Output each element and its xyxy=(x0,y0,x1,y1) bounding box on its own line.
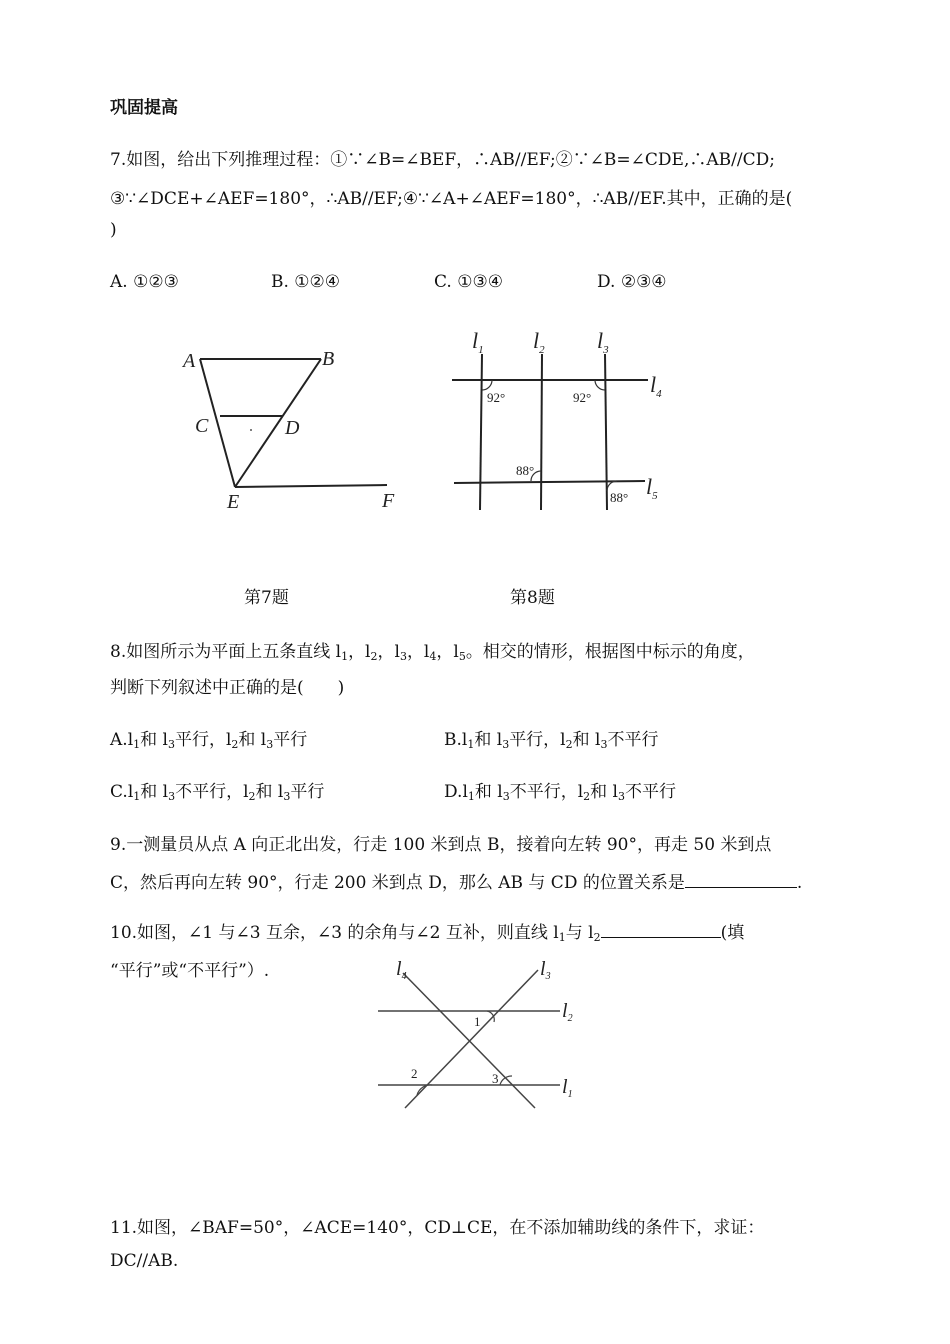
figure7-caption: 第7题 xyxy=(244,588,289,608)
q11-line2: DC//AB. xyxy=(110,1251,179,1271)
q8-option-c: $C.l_1$和 $l_3$不平行，$l_2$和 $l_3$平行 xyxy=(110,782,325,803)
q7-option-c: C. ①③④ xyxy=(434,272,503,292)
point-c-label: C xyxy=(195,415,209,437)
q9-answer-blank xyxy=(685,872,797,888)
point-b-label: B xyxy=(322,348,335,370)
angle-92-right: 92° xyxy=(573,390,592,405)
q8-line1: 8.如图所示为平面上五条直线 $l_1$，$l_2$，$l_3$，$l_4$，$l_5$。相交的情形，根据图中标示的角度， xyxy=(110,642,755,663)
point-a-label: A xyxy=(183,350,196,372)
figure8-caption: 第8题 xyxy=(510,588,555,608)
q9-line1: 9.一测量员从点 A 向正北出发，行走 100 米到点 B，接着向左转 90°，再走 50 米到点 xyxy=(110,835,772,855)
segment-ef xyxy=(235,485,387,487)
figure-8-diagram xyxy=(440,320,680,520)
l4-label: $l_4$ xyxy=(650,372,662,400)
figure10-l3-label: $l_3$ xyxy=(540,958,551,982)
point-e-label: E xyxy=(227,491,240,513)
q8-option-a: $A.l_1$和 $l_3$平行，$l_2$和 $l_3$平行 xyxy=(110,730,308,751)
line-l1 xyxy=(480,354,482,510)
q10-line1: 10.如图，∠1 与∠3 互余，∠3 的余角与∠2 互补，则直线 $l_1$与 $l_2$ (填 xyxy=(110,923,745,944)
point-f-label: F xyxy=(382,490,395,512)
segment-be xyxy=(235,359,321,487)
q8-option-b: $B.l_1$和 $l_3$平行，$l_2$和 $l_3$不平行 xyxy=(444,730,659,751)
line-l3 xyxy=(605,354,607,510)
q7-option-d: D. ②③④ xyxy=(597,272,667,292)
q10-line2: “平行”或“不平行”）. xyxy=(110,961,270,981)
l1-label: $l_1$ xyxy=(472,328,484,356)
q7-line2: ③∵∠DCE+∠AEF=180°，∴AB//EF;④∵∠A+∠AEF=180°，∴AB//EF.其中，正确的是( xyxy=(110,189,793,209)
q7-option-b: B. ①②④ xyxy=(271,272,341,292)
section-title: 巩固提高 xyxy=(110,98,178,118)
angle-88-right: 88° xyxy=(610,490,629,505)
q7-line3: ) xyxy=(110,220,117,240)
figure-7-diagram xyxy=(175,335,415,520)
l3-label: $l_3$ xyxy=(597,328,609,356)
angle-88-left: 88° xyxy=(516,463,535,478)
q7-line1: 7.如图，给出下列推理过程：①∵∠B=∠BEF，∴AB//EF;②∵∠B=∠CDE,∴AB//CD; xyxy=(110,150,775,170)
l2-label: $l_2$ xyxy=(533,328,545,356)
figure10-l2-label: $l_2$ xyxy=(562,1000,573,1024)
q7-option-a: A. ①②③ xyxy=(110,272,179,292)
q10-answer-blank xyxy=(601,922,721,938)
q8-option-d: $D.l_1$和 $l_3$不平行，$l_2$和 $l_3$不平行 xyxy=(444,782,676,803)
point-d-label: D xyxy=(285,417,300,439)
figure-10-diagram xyxy=(370,955,590,1110)
angle-1-label: 1 xyxy=(474,1014,481,1029)
figure10-l4-label: $l_4$ xyxy=(396,958,407,982)
q11-line1: 11.如图，∠BAF=50°，∠ACE=140°，CD⊥CE，在不添加辅助线的条件下，求证： xyxy=(110,1218,765,1238)
l5-label: $l_5$ xyxy=(646,474,658,502)
angle-92-left: 92° xyxy=(487,390,506,405)
line-l2 xyxy=(541,354,542,510)
q8-line2: 判断下列叙述中正确的是( ) xyxy=(110,678,345,698)
angle-2-label: 2 xyxy=(411,1066,418,1081)
line-l3 xyxy=(405,970,538,1108)
angle-3-label: 3 xyxy=(492,1071,499,1086)
q9-line2: C，然后再向左转 90°，行走 200 米到点 D，那么 AB 与 CD 的位置关系是 . xyxy=(110,873,803,893)
figure10-l1-label: $l_1$ xyxy=(562,1076,573,1100)
